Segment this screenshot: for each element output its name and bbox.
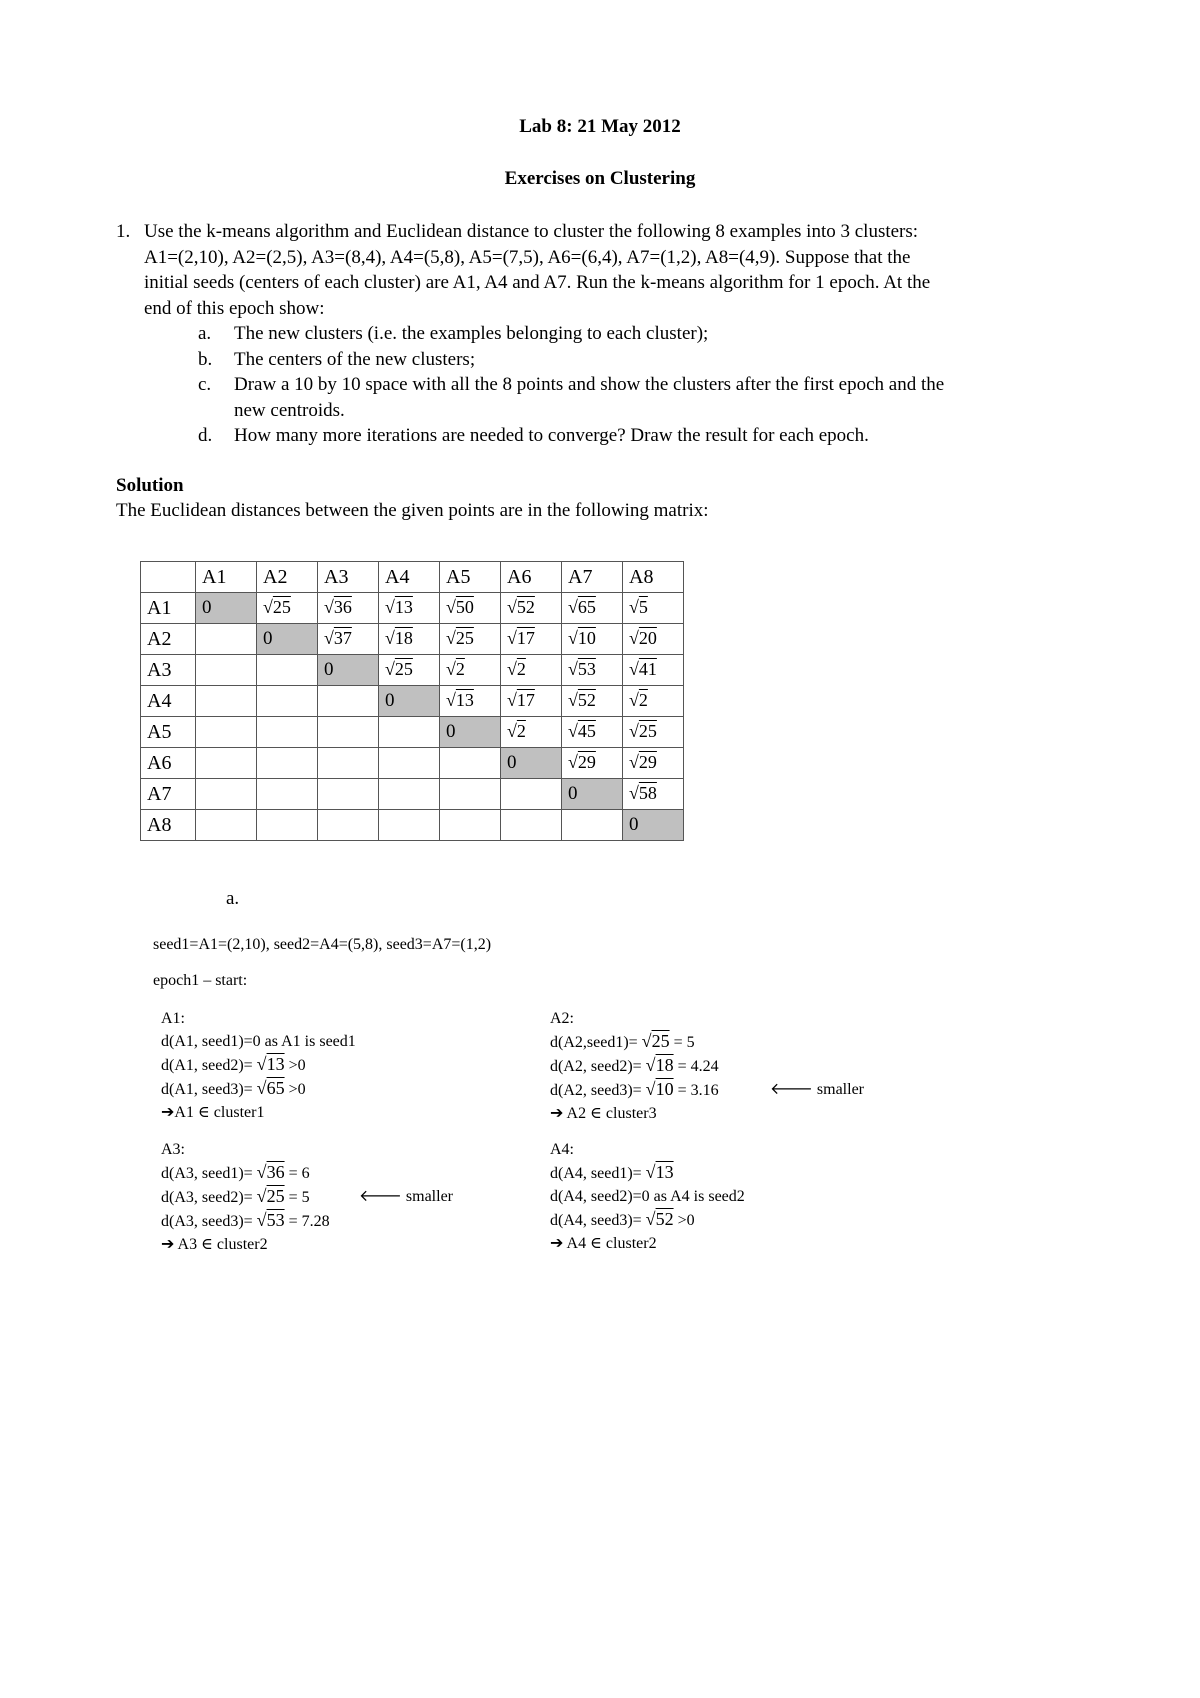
exercise-text-line: A1=(2,10), A2=(2,5), A3=(8,4), A4=(5,8), A5=(7,5), A6=(6,4), A7=(1,2), A8=(4,9). Suppose that the: [144, 246, 911, 268]
calc-result: ➔A1 ∈ cluster1: [161, 1104, 265, 1121]
matrix-cell: [379, 593, 440, 624]
smaller-note: 🡐 smaller: [359, 1188, 453, 1205]
part-a-label: a.: [226, 888, 240, 909]
matrix-empty-cell: [318, 717, 379, 748]
matrix-cell: [623, 655, 684, 686]
matrix-cell: [623, 779, 684, 810]
matrix-empty-cell: [257, 655, 318, 686]
item-text: Draw a 10 by 10 space with all the 8 points and show the clusters after the first epoch and the: [234, 374, 945, 395]
matrix-empty-cell: [440, 810, 501, 841]
sqrt-symbol: √13: [446, 690, 474, 710]
matrix-diagonal-cell: 0: [562, 779, 623, 810]
matrix-empty-cell: [196, 748, 257, 779]
page-title: Lab 8: 21 May 2012: [519, 116, 681, 137]
matrix-row: [141, 717, 684, 748]
matrix-row-header: A1: [141, 593, 196, 624]
matrix-row: [141, 810, 684, 841]
matrix-row-header: A7: [141, 779, 196, 810]
matrix-empty-cell: [257, 686, 318, 717]
calc-line: d(A2, seed2)= √18 = 4.24: [550, 1055, 719, 1075]
matrix-empty-cell: [196, 624, 257, 655]
sqrt-symbol: √17: [507, 690, 535, 710]
calc-line: d(A3, seed2)= √25 = 5 🡐 smaller: [161, 1186, 453, 1206]
calc-title: A4:: [550, 1141, 574, 1158]
matrix-cell: [501, 717, 562, 748]
item-text: The new clusters (i.e. the examples belonging to each cluster);: [234, 323, 709, 344]
item-letter: c.: [198, 374, 212, 395]
matrix-empty-cell: [196, 779, 257, 810]
calc-line: d(A1, seed3)= √65 >0: [161, 1078, 306, 1098]
matrix-row: [141, 779, 684, 810]
matrix-cell: [562, 686, 623, 717]
matrix-empty-cell: [379, 779, 440, 810]
solution-intro: The Euclidean distances between the given points are in the following matrix:: [116, 500, 709, 521]
matrix-empty-cell: [196, 655, 257, 686]
calc-result: ➔ A4 ∈ cluster2: [550, 1235, 657, 1252]
calc-block-a1: [161, 1007, 356, 1124]
exercise-item-b: [198, 347, 1076, 373]
matrix-row-header: A2: [141, 624, 196, 655]
distance-matrix: [140, 561, 684, 841]
sqrt-symbol: √25: [385, 659, 413, 679]
calc-title: A3:: [161, 1141, 185, 1158]
item-letter: d.: [198, 425, 213, 446]
matrix-row: [141, 686, 684, 717]
matrix-row-header: A8: [141, 810, 196, 841]
matrix-row: [141, 748, 684, 779]
sqrt-symbol: √2: [629, 690, 648, 710]
sqrt-symbol: √10: [568, 628, 596, 648]
item-letter: b.: [198, 348, 213, 370]
matrix-empty-cell: [257, 748, 318, 779]
sqrt-symbol: √2: [446, 659, 465, 679]
exercise-item-c: [198, 372, 1076, 423]
matrix-empty-cell: [501, 779, 562, 810]
exercise-text-line: Use the k-means algorithm and Euclidean distance to cluster the following 8 examples into 3 clusters:: [144, 221, 919, 242]
calc-line: d(A4, seed2)=0 as A4 is seed2: [550, 1188, 745, 1205]
matrix-empty-cell: [318, 748, 379, 779]
solution-heading: Solution: [116, 475, 184, 496]
matrix-cell: [318, 593, 379, 624]
matrix-empty-cell: [562, 810, 623, 841]
matrix-column-header: A4: [379, 562, 440, 593]
matrix-cell: [623, 686, 684, 717]
sqrt-symbol: √36: [324, 597, 352, 617]
item-text-continued: new centroids.: [234, 399, 345, 421]
sqrt-symbol: √65: [256, 1078, 285, 1098]
exercise-text-line: end of this epoch show:: [144, 297, 325, 319]
sqrt-symbol: √29: [568, 752, 596, 772]
matrix-row: [141, 593, 684, 624]
matrix-empty-cell: [257, 717, 318, 748]
matrix-column-header: A1: [196, 562, 257, 593]
matrix-diagonal-cell: 0: [501, 748, 562, 779]
calc-block-a4: [550, 1138, 745, 1255]
matrix-cell: [501, 686, 562, 717]
sqrt-symbol: √25: [256, 1186, 285, 1206]
matrix-cell: [562, 748, 623, 779]
calc-block-a3: [161, 1138, 453, 1256]
calc-line: d(A3, seed3)= √53 = 7.28: [161, 1210, 330, 1230]
sqrt-symbol: √18: [385, 628, 413, 648]
matrix-empty-cell: [440, 748, 501, 779]
exercise-item-d: [198, 423, 1076, 449]
matrix-cell: [501, 655, 562, 686]
item-letter: a.: [198, 323, 212, 344]
sqrt-symbol: √36: [256, 1162, 285, 1182]
matrix-empty-cell: [379, 717, 440, 748]
calc-line: d(A2, seed3)= √10 = 3.16 🡐 smaller: [550, 1079, 864, 1099]
matrix-cell: [379, 624, 440, 655]
item-text: The centers of the new clusters;: [234, 348, 476, 370]
matrix-column-header: A6: [501, 562, 562, 593]
matrix-cell: [318, 624, 379, 655]
sqrt-symbol: √2: [507, 659, 526, 679]
matrix-column-header: A7: [562, 562, 623, 593]
calc-result: ➔ A3 ∈ cluster2: [161, 1236, 268, 1253]
sqrt-symbol: √13: [385, 597, 413, 617]
sqrt-symbol: √53: [568, 659, 596, 679]
matrix-diagonal-cell: 0: [379, 686, 440, 717]
sqrt-symbol: √20: [629, 628, 657, 648]
exercise-number: 1.: [116, 221, 131, 242]
exercise-1: [116, 219, 1076, 449]
matrix-cell: [623, 748, 684, 779]
sqrt-symbol: √45: [568, 721, 596, 741]
matrix-cell: [562, 717, 623, 748]
matrix-diagonal-cell: 0: [318, 655, 379, 686]
calc-result: ➔ A2 ∈ cluster3: [550, 1105, 657, 1122]
matrix-row: [141, 624, 684, 655]
item-text: How many more iterations are needed to converge? Draw the result for each epoch.: [234, 425, 869, 446]
calc-line: d(A2,seed1)= √25 = 5: [550, 1031, 695, 1051]
calc-title: A1:: [161, 1010, 185, 1027]
exercise-item-a: [198, 321, 1076, 347]
matrix-empty-cell: [501, 810, 562, 841]
matrix-diagonal-cell: 0: [440, 717, 501, 748]
sqrt-symbol: √52: [645, 1209, 674, 1229]
matrix-diagonal-cell: 0: [257, 624, 318, 655]
sqrt-symbol: √41: [629, 659, 657, 679]
sqrt-symbol: √17: [507, 628, 535, 648]
matrix-row-header: A4: [141, 686, 196, 717]
seeds-line: seed1=A1=(2,10), seed2=A4=(5,8), seed3=A7=(1,2): [153, 936, 492, 953]
matrix-cell: [562, 593, 623, 624]
matrix-header-row: [141, 562, 684, 593]
calc-title: A2:: [550, 1010, 574, 1027]
matrix-empty-cell: [318, 810, 379, 841]
matrix-diagonal-cell: 0: [196, 593, 257, 624]
matrix-cell: [440, 686, 501, 717]
matrix-empty-cell: [379, 748, 440, 779]
matrix-corner-cell: [141, 562, 196, 593]
matrix-cell: [379, 655, 440, 686]
matrix-empty-cell: [318, 686, 379, 717]
smaller-note: 🡐 smaller: [770, 1081, 864, 1098]
sqrt-symbol: √52: [568, 690, 596, 710]
matrix-row-header: A5: [141, 717, 196, 748]
calc-block-a2: [550, 1007, 864, 1125]
matrix-cell: [501, 624, 562, 655]
matrix-cell: [623, 593, 684, 624]
matrix-column-header: A2: [257, 562, 318, 593]
sqrt-symbol: √10: [645, 1079, 674, 1099]
matrix-cell: [562, 624, 623, 655]
matrix-column-header: A3: [318, 562, 379, 593]
matrix-empty-cell: [440, 779, 501, 810]
sqrt-symbol: √50: [446, 597, 474, 617]
sqrt-symbol: √29: [629, 752, 657, 772]
sqrt-symbol: √13: [645, 1162, 674, 1182]
calc-line: d(A1, seed2)= √13 >0: [161, 1054, 306, 1074]
sqrt-symbol: √5: [629, 597, 648, 617]
matrix-cell: [440, 593, 501, 624]
matrix-row-header: A3: [141, 655, 196, 686]
sqrt-symbol: √18: [645, 1055, 674, 1075]
calc-line: d(A1, seed1)=0 as A1 is seed1: [161, 1033, 356, 1050]
sqrt-symbol: √25: [446, 628, 474, 648]
matrix-empty-cell: [379, 810, 440, 841]
epoch-line: epoch1 – start:: [153, 972, 248, 989]
matrix-cell: [623, 717, 684, 748]
matrix-empty-cell: [257, 810, 318, 841]
sqrt-symbol: √25: [641, 1031, 670, 1051]
matrix-cell: [440, 624, 501, 655]
page-subtitle: Exercises on Clustering: [504, 168, 696, 189]
sqrt-symbol: √2: [507, 721, 526, 741]
exercise-text-line: initial seeds (centers of each cluster) are A1, A4 and A7. Run the k-means algorithm for 1 epoch. At the: [144, 272, 931, 293]
matrix-empty-cell: [196, 686, 257, 717]
matrix-empty-cell: [196, 810, 257, 841]
sqrt-symbol: √13: [256, 1054, 285, 1074]
matrix-cell: [501, 593, 562, 624]
sqrt-symbol: √58: [629, 783, 657, 803]
matrix-cell: [440, 655, 501, 686]
matrix-row-header: A6: [141, 748, 196, 779]
sqrt-symbol: √53: [256, 1210, 285, 1230]
matrix-empty-cell: [318, 779, 379, 810]
calc-line: d(A4, seed1)= √13: [550, 1162, 674, 1182]
sqrt-symbol: √52: [507, 597, 535, 617]
matrix-column-header: A5: [440, 562, 501, 593]
calc-line: d(A3, seed1)= √36 = 6: [161, 1162, 310, 1182]
sqrt-symbol: √37: [324, 628, 352, 648]
matrix-empty-cell: [257, 779, 318, 810]
matrix-cell: [257, 593, 318, 624]
matrix-empty-cell: [196, 717, 257, 748]
matrix-cell: [562, 655, 623, 686]
sqrt-symbol: √25: [263, 597, 291, 617]
matrix-column-header: A8: [623, 562, 684, 593]
matrix-cell: [623, 624, 684, 655]
calc-line: d(A4, seed3)= √52 >0: [550, 1209, 695, 1229]
matrix-row: [141, 655, 684, 686]
sqrt-symbol: √65: [568, 597, 596, 617]
matrix-diagonal-cell: 0: [623, 810, 684, 841]
sqrt-symbol: √25: [629, 721, 657, 741]
